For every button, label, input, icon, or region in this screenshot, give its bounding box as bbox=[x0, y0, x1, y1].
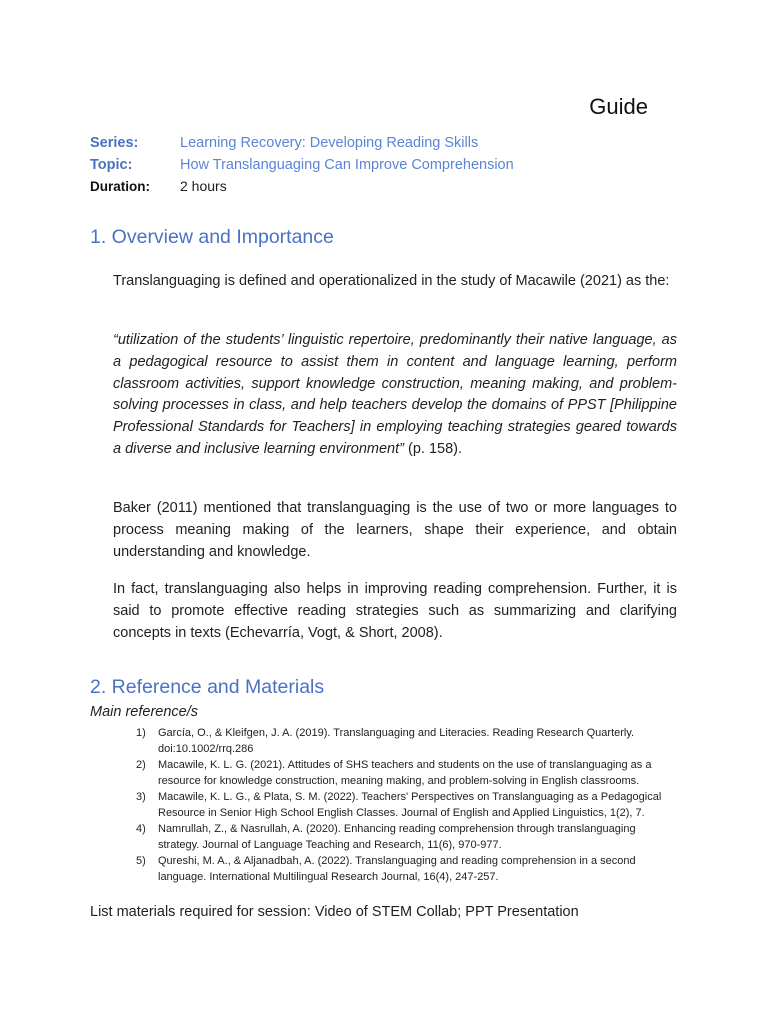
quote-text: “utilization of the students’ linguistic repertoire, predominantly their native language, as a pedagogical resource to assist them in content and language learning, perform classroom activities, support knowledge construction, meaning making, and problem-solving processes in class, and help teachers develop the domains of PPST [Philippine Professional Standards for Teachers] in employing teaching strategies geared towards a diverse and inclusive learning environment” bbox=[113, 332, 677, 457]
topic-value: How Translanguaging Can Improve Comprehension bbox=[180, 156, 514, 173]
list-item: 3) Macawile, K. L. G., & Plata, S. M. (2022). Teachers' Perspectives on Translanguaging as a Pedagogical Resource in Senior High School English Classes. Journal of English and Applied Linguistics, 1(2), 7. bbox=[136, 791, 662, 819]
quote-citation: (p. 158). bbox=[408, 440, 462, 457]
reference-list bbox=[136, 725, 676, 885]
list-item: 5) Qureshi, M. A., & Aljanadbah, A. (2022). Translanguaging and reading comprehension in a second language. International Multilingual Research Journal, 16(4), 247-257. bbox=[136, 855, 636, 883]
materials-line: List materials required for session: Video of STEM Collab; PPT Presentation bbox=[90, 904, 579, 920]
section-heading-references: 2. Reference and Materials bbox=[90, 676, 325, 698]
page-title: Guide bbox=[589, 94, 648, 119]
main-references-subheading: Main reference/s bbox=[90, 704, 198, 720]
list-item: 4) Namrullah, Z., & Nasrullah, A. (2020). Enhancing reading comprehension through translanguaging strategy. Journal of Language Teaching and Research, 11(6), 970-977. bbox=[136, 823, 636, 851]
list-item: 1) García, O., & Kleifgen, J. A. (2019). Translanguaging and Literacies. Reading Research Quarterly. doi:10.1002/rrq.286 bbox=[136, 727, 635, 755]
series-value: Learning Recovery: Developing Reading Skills bbox=[180, 135, 479, 151]
paragraph-baker: Baker (2011) mentioned that translanguaging is the use of two or more languages to process meaning making of the learners, shape their experience, and obtain understanding and knowledge. bbox=[113, 500, 677, 560]
duration-label: Duration: bbox=[90, 179, 150, 194]
duration-row bbox=[90, 176, 514, 198]
series-label: Series: bbox=[90, 135, 139, 151]
series-row bbox=[90, 133, 514, 155]
paragraph-comprehension: In fact, translanguaging also helps in improving reading comprehension. Further, it is said to promote effective reading strategies such as summarizing and clarifying concepts in texts (Echevarría, Vogt, & Short, 2008). bbox=[113, 581, 677, 641]
session-meta bbox=[90, 133, 514, 198]
topic-row bbox=[90, 155, 514, 177]
paragraph-definition: Translanguaging is defined and operationalized in the study of Macawile (2021) as the: bbox=[113, 273, 670, 289]
topic-label: Topic: bbox=[90, 156, 133, 173]
duration-value: 2 hours bbox=[180, 178, 227, 194]
section-heading-overview: 1. Overview and Importance bbox=[90, 226, 334, 248]
quote-block bbox=[113, 330, 677, 461]
list-item: 2) Macawile, K. L. G. (2021). Attitudes of SHS teachers and students on the use of translanguaging as a resource for knowledge construction, meaning making, and problem-solving in English classrooms. bbox=[136, 759, 652, 787]
